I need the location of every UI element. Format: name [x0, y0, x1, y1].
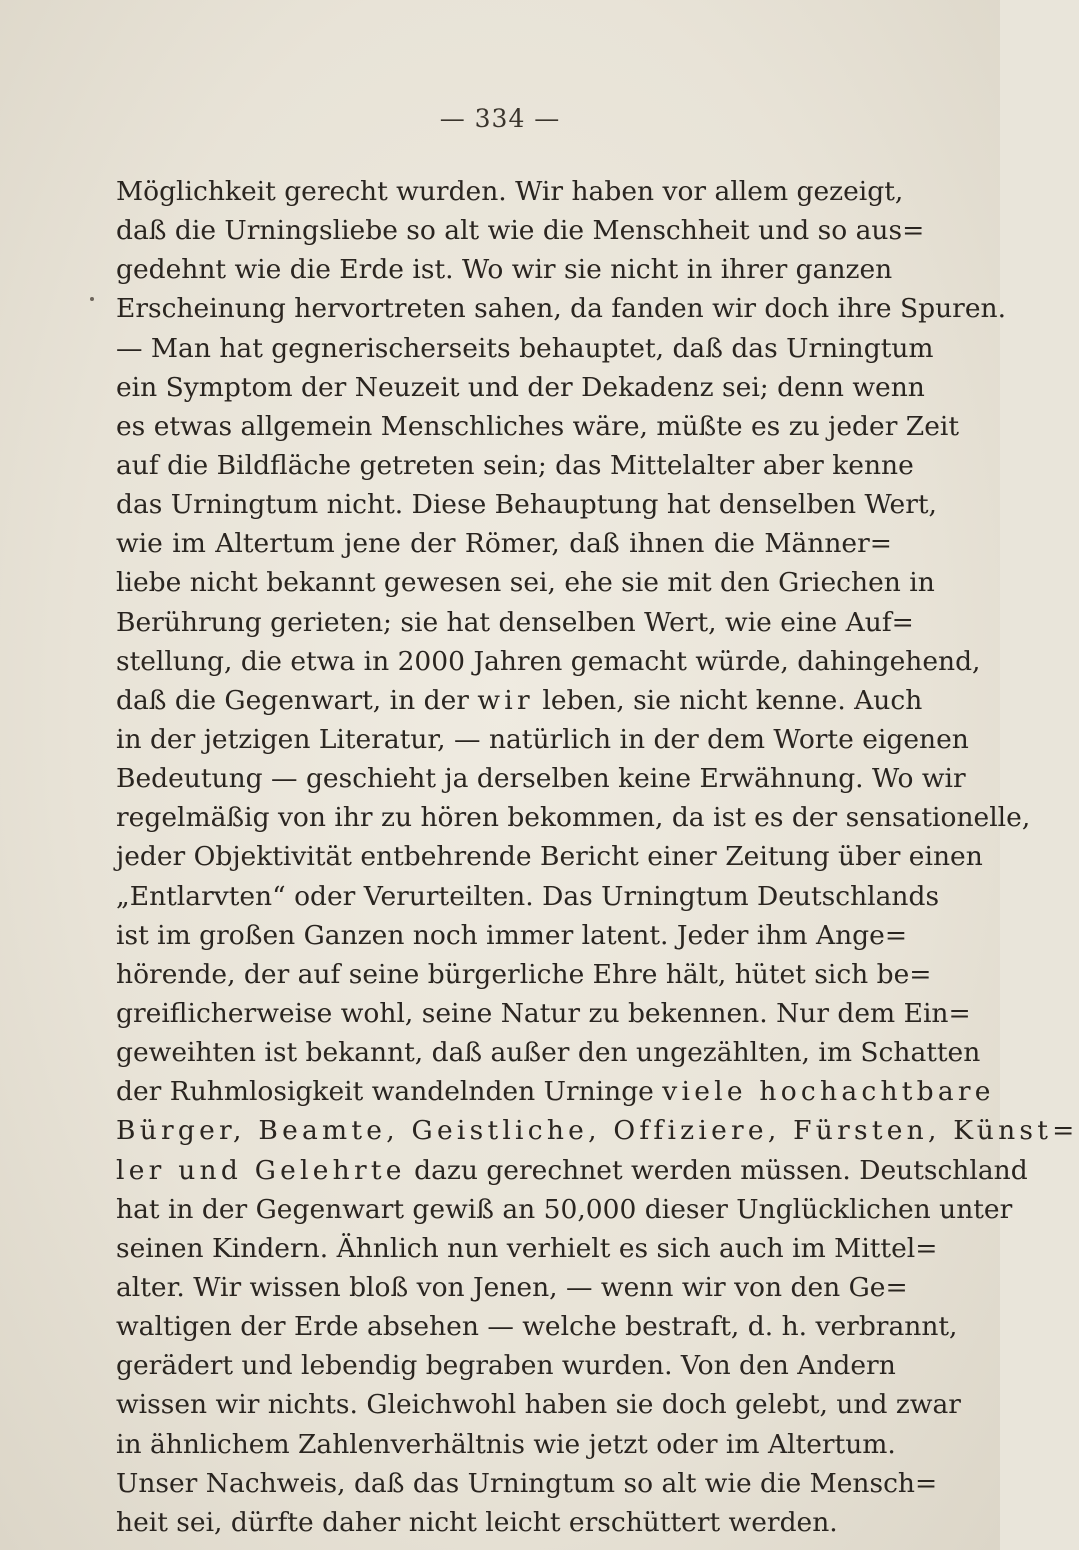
- text-line: geweihten ist bekannt, daß außer den ungezählten, im Schatten: [116, 1037, 981, 1069]
- text-line: greiflicherweise wohl, seine Natur zu bekennen. Nur dem Ein=: [116, 997, 971, 1029]
- text-line: waltigen der Erde absehen — welche bestraft, d. h. verbrannt,: [116, 1311, 958, 1343]
- emphasized-line: Bürger, Beamte, Geistliche, Offiziere, Fürsten, Künst=: [116, 1115, 1079, 1147]
- text-line: wissen wir nichts. Gleichwohl haben sie doch gelebt, und zwar: [116, 1389, 961, 1421]
- text-line-final: heit sei, dürfte daher nicht leicht erschüttert werden.: [116, 1506, 838, 1538]
- text-line: Erscheinung hervortreten sahen, da fanden wir doch ihre Spuren.: [116, 293, 1007, 325]
- text-segment: der Ruhmlosigkeit wandelnden Urninge: [116, 1076, 654, 1108]
- text-line-with-emphasis: [116, 1072, 995, 1111]
- text-line: wie im Altertum jene der Römer, daß ihnen die Männer=: [116, 528, 892, 560]
- text-line: in ähnlichem Zahlenverhältnis wie jetzt oder im Altertum.: [116, 1428, 896, 1460]
- text-line: auf die Bildfläche getreten sein; das Mittelalter aber kenne: [116, 449, 914, 481]
- text-line-with-emphasis: [116, 1151, 1028, 1190]
- emphasized-word: wir: [477, 684, 534, 716]
- text-segment: leben, sie nicht kenne. Auch: [533, 684, 923, 716]
- text-segment: dazu gerechnet werden müssen. Deutschland: [405, 1154, 1028, 1186]
- text-line: Bedeutung — geschieht ja derselben keine Erwähnung. Wo wir: [116, 763, 966, 795]
- paper-speck: [90, 297, 94, 301]
- text-line: stellung, die etwa in 2000 Jahren gemacht würde, dahingehend,: [116, 645, 981, 677]
- text-line: hat in der Gegenwart gewiß an 50,000 dieser Unglücklichen unter: [116, 1193, 1013, 1225]
- text-line: gerädert und lebendig begraben wurden. Von den Andern: [116, 1350, 896, 1382]
- text-line: das Urningtum nicht. Diese Behauptung hat denselben Wert,: [116, 489, 937, 521]
- text-line-with-emphasis: [116, 681, 923, 720]
- body-text: [116, 172, 1079, 1542]
- emphasized-phrase: viele hochachtbare: [662, 1076, 995, 1108]
- text-line: Unser Nachweis, daß das Urningtum so alt wie die Mensch=: [116, 1467, 938, 1499]
- text-line: gedehnt wie die Erde ist. Wo wir sie nicht in ihrer ganzen: [116, 254, 893, 286]
- text-line: daß die Urningsliebe so alt wie die Menschheit und so aus=: [116, 215, 925, 247]
- text-line: alter. Wir wissen bloß von Jenen, — wenn wir von den Ge=: [116, 1271, 908, 1303]
- text-line: liebe nicht bekannt gewesen sei, ehe sie mit den Griechen in: [116, 567, 935, 599]
- text-line: Berührung gerieten; sie hat denselben Wert, wie eine Auf=: [116, 606, 914, 638]
- text-line: — Man hat gegnerischerseits behauptet, daß das Urningtum: [116, 332, 934, 364]
- text-line: regelmäßig von ihr zu hören bekommen, da ist es der sensationelle,: [116, 802, 1031, 834]
- text-segment: daß die Gegenwart, in der: [116, 684, 469, 716]
- text-line: in der jetzigen Literatur, — natürlich in der dem Worte eigenen: [116, 723, 969, 755]
- text-line: hörende, der auf seine bürgerliche Ehre hält, hütet sich be=: [116, 958, 932, 990]
- text-line: „Entlarvten“ oder Verurteilten. Das Urningtum Deutschlands: [116, 880, 940, 912]
- emphasized-phrase: ler und Gelehrte: [116, 1154, 406, 1186]
- text-line: jeder Objektivität entbehrende Bericht einer Zeitung über einen: [116, 841, 983, 873]
- text-line: Möglichkeit gerecht wurden. Wir haben vor allem gezeigt,: [116, 176, 904, 207]
- text-line: seinen Kindern. Ähnlich nun verhielt es sich auch im Mittel=: [116, 1232, 938, 1264]
- text-line: ein Symptom der Neuzeit und der Dekadenz sei; denn wenn: [116, 371, 925, 403]
- page-number: — 334 —: [439, 104, 561, 133]
- text-line: ist im großen Ganzen noch immer latent. Jeder ihm Ange=: [116, 919, 908, 951]
- text-line: es etwas allgemein Menschliches wäre, müßte es zu jeder Zeit: [116, 410, 960, 442]
